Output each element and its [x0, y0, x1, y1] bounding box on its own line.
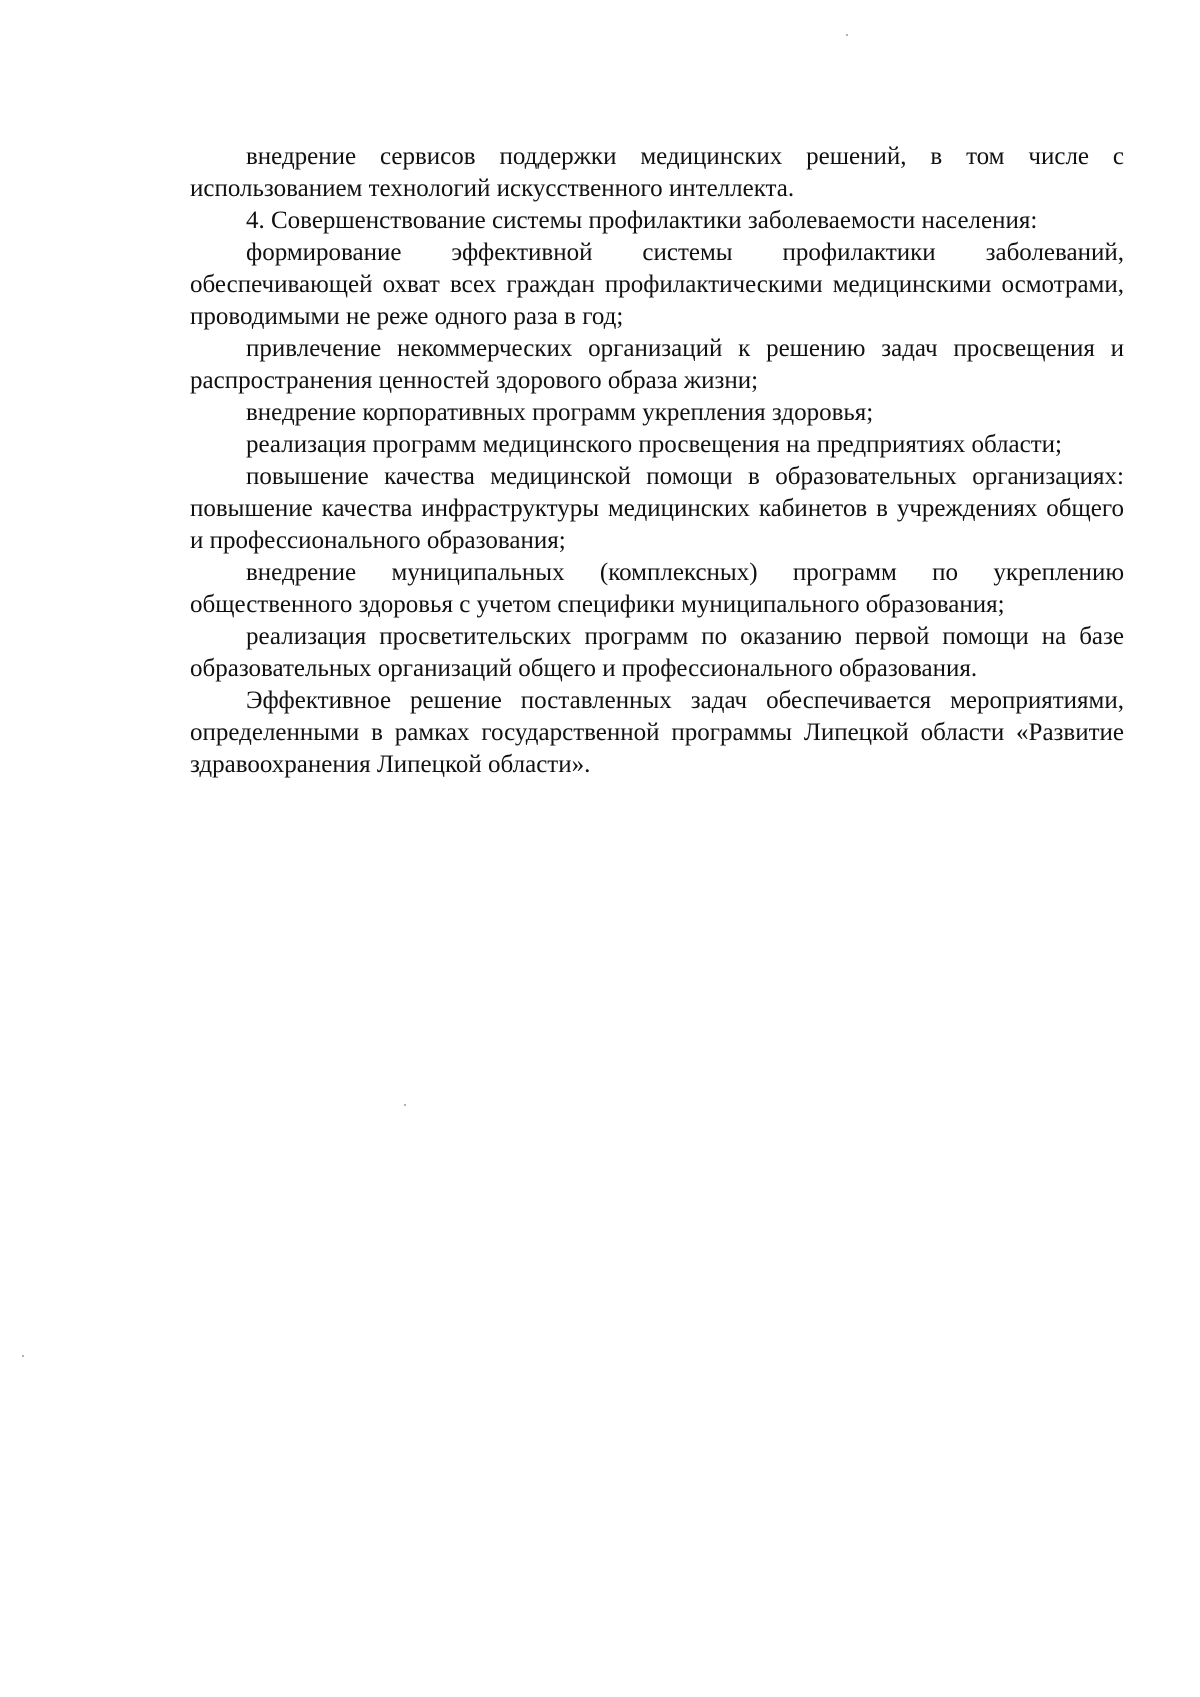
- paragraph: внедрение корпоративных программ укрепления здоровья;: [246, 399, 874, 426]
- scan-speck: [846, 34, 848, 36]
- paragraph: формирование эффективной системы профилактики заболеваний, обеспечивающей охват всех граждан профилактическими медицинскими осмотрами, проводимыми не реже одного раза в год;: [190, 239, 1124, 330]
- scan-speck: [404, 1104, 406, 1106]
- paragraph: реализация программ медицинского просвещения на предприятиях области;: [246, 431, 1062, 458]
- section-heading: 4. Совершенствование системы профилактики заболеваемости населения:: [246, 207, 1038, 234]
- paragraph: реализация просветительских программ по оказанию первой помощи на базе образовательных организаций общего и профессионального образования.: [190, 623, 1124, 682]
- paragraph: Эффективное решение поставленных задач обеспечивается мероприятиями, определенными в рамках государственной программы Липецкой области «Развитие здравоохранения Липецкой области».: [190, 687, 1124, 778]
- paragraph: повышение качества медицинской помощи в образовательных организациях: повышение качества инфраструктуры медицинских кабинетов в учреждениях общего и профессионального образования;: [190, 463, 1124, 554]
- scan-speck: [22, 1355, 24, 1357]
- paragraph: привлечение некоммерческих организаций к решению задач просвещения и распространения ценностей здорового образа жизни;: [190, 335, 1124, 394]
- document-body: [190, 141, 1124, 781]
- paragraph: внедрение муниципальных (комплексных) программ по укреплению общественного здоровья с учетом специфики муниципального образования;: [190, 559, 1124, 618]
- paragraph: внедрение сервисов поддержки медицинских решений, в том числе с использованием технологий искусственного интеллекта.: [190, 143, 1124, 202]
